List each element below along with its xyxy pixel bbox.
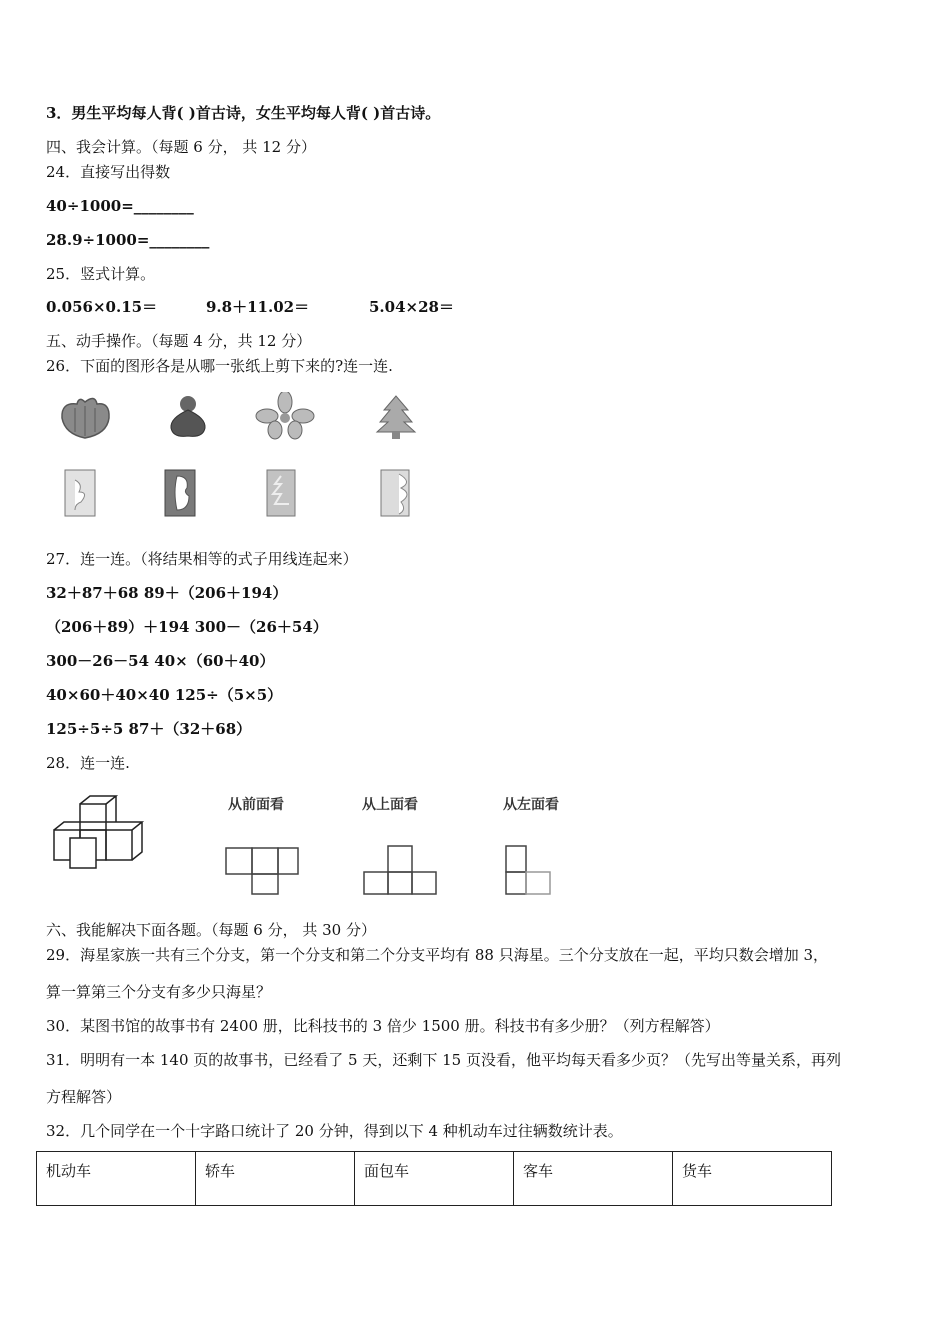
left-view-grid bbox=[506, 846, 550, 894]
question-30: 30．某图书馆的故事书有 2400 册，比科技书的 3 倍少 1500 册。科技书有多少册？（列方程解答） bbox=[46, 1017, 720, 1035]
front-view-grid bbox=[226, 848, 298, 894]
apple-shape-icon bbox=[62, 398, 109, 438]
question-27-row: （206＋89）＋194 300－（26＋54） bbox=[46, 618, 328, 636]
question-29-line-2: 算一算第三个分支有多少只海星？ bbox=[46, 983, 272, 1001]
vehicle-count-table bbox=[36, 1151, 832, 1206]
flower-shape-icon bbox=[256, 392, 314, 439]
view-diagrams bbox=[220, 840, 570, 900]
question-27-row: 300－26－54 40×（60＋40） bbox=[46, 652, 275, 670]
table-header-cell: 轿车 bbox=[196, 1152, 355, 1206]
top-view-grid bbox=[364, 846, 436, 894]
question-25-title: 25．竖式计算。 bbox=[46, 265, 156, 283]
question-24-item-2: 28.9÷1000=________ bbox=[46, 231, 210, 249]
section-4-heading: 四、我会计算。（每题 6 分， 共 12 分） bbox=[46, 138, 316, 156]
paper-sheet-2-icon bbox=[165, 470, 195, 516]
question-32-title: 32．几个同学在一个十字路口统计了 20 分钟，得到以下 4 种机动车过往辆数统计表。 bbox=[46, 1122, 623, 1140]
tree-shape-icon bbox=[377, 396, 415, 439]
cube-stack-figure bbox=[50, 792, 150, 872]
question-27-row: 125÷5÷5 87＋（32＋68） bbox=[46, 720, 252, 738]
paper-sheet-4-icon bbox=[381, 470, 409, 516]
table-header-cell: 货车 bbox=[673, 1152, 832, 1206]
question-28-title: 28．连一连. bbox=[46, 754, 130, 772]
question-25-item-3: 5.04×28＝ bbox=[369, 298, 454, 316]
table-header-cell: 面包车 bbox=[355, 1152, 514, 1206]
question-29-line-1: 29．海星家族一共有三个分支，第一个分支和第二个分支平均有 88 只海星。三个分支放在一起，平均只数会增加 3， bbox=[46, 946, 829, 964]
paper-sheet-3-icon bbox=[267, 470, 295, 516]
question-31-line-1: 31．明明有一本 140 页的故事书，已经看了 5 天，还剩下 15 页没看，他平均每天看多少页？（先写出等量关系，再列 bbox=[46, 1051, 841, 1069]
view-label-front: 从前面看 bbox=[228, 797, 284, 813]
table-header-cell: 机动车 bbox=[37, 1152, 196, 1206]
question-26-title: 26．下面的图形各是从哪一张纸上剪下来的?连一连. bbox=[46, 357, 393, 375]
question-3: 3．男生平均每人背( )首古诗，女生平均每人背( )首古诗。 bbox=[46, 104, 441, 122]
view-label-top: 从上面看 bbox=[362, 797, 418, 813]
question-31-line-2: 方程解答） bbox=[46, 1088, 122, 1106]
table-header-row bbox=[37, 1152, 832, 1206]
question-27-row: 40×60＋40×40 125÷（5×5） bbox=[46, 686, 283, 704]
question-25-items bbox=[46, 297, 454, 317]
gourd-shape-icon bbox=[171, 396, 205, 436]
cutout-shapes-figure bbox=[55, 392, 425, 527]
table-header-cell: 客车 bbox=[514, 1152, 673, 1206]
question-24-item-1: 40÷1000=________ bbox=[46, 197, 194, 215]
question-24-title: 24．直接写出得数 bbox=[46, 163, 171, 181]
section-6-heading: 六、我能解决下面各题。（每题 6 分， 共 30 分） bbox=[46, 921, 376, 939]
section-5-heading: 五、动手操作。（每题 4 分，共 12 分） bbox=[46, 332, 312, 350]
question-25-item-2: 9.8＋11.02＝ bbox=[206, 298, 310, 316]
question-27-row: 32＋87＋68 89＋（206＋194） bbox=[46, 584, 288, 602]
paper-sheet-1-icon bbox=[65, 470, 95, 516]
question-27-title: 27．连一连。（将结果相等的式子用线连起来） bbox=[46, 550, 358, 568]
view-label-left: 从左面看 bbox=[503, 797, 559, 813]
question-25-item-1: 0.056×0.15＝ bbox=[46, 298, 158, 316]
